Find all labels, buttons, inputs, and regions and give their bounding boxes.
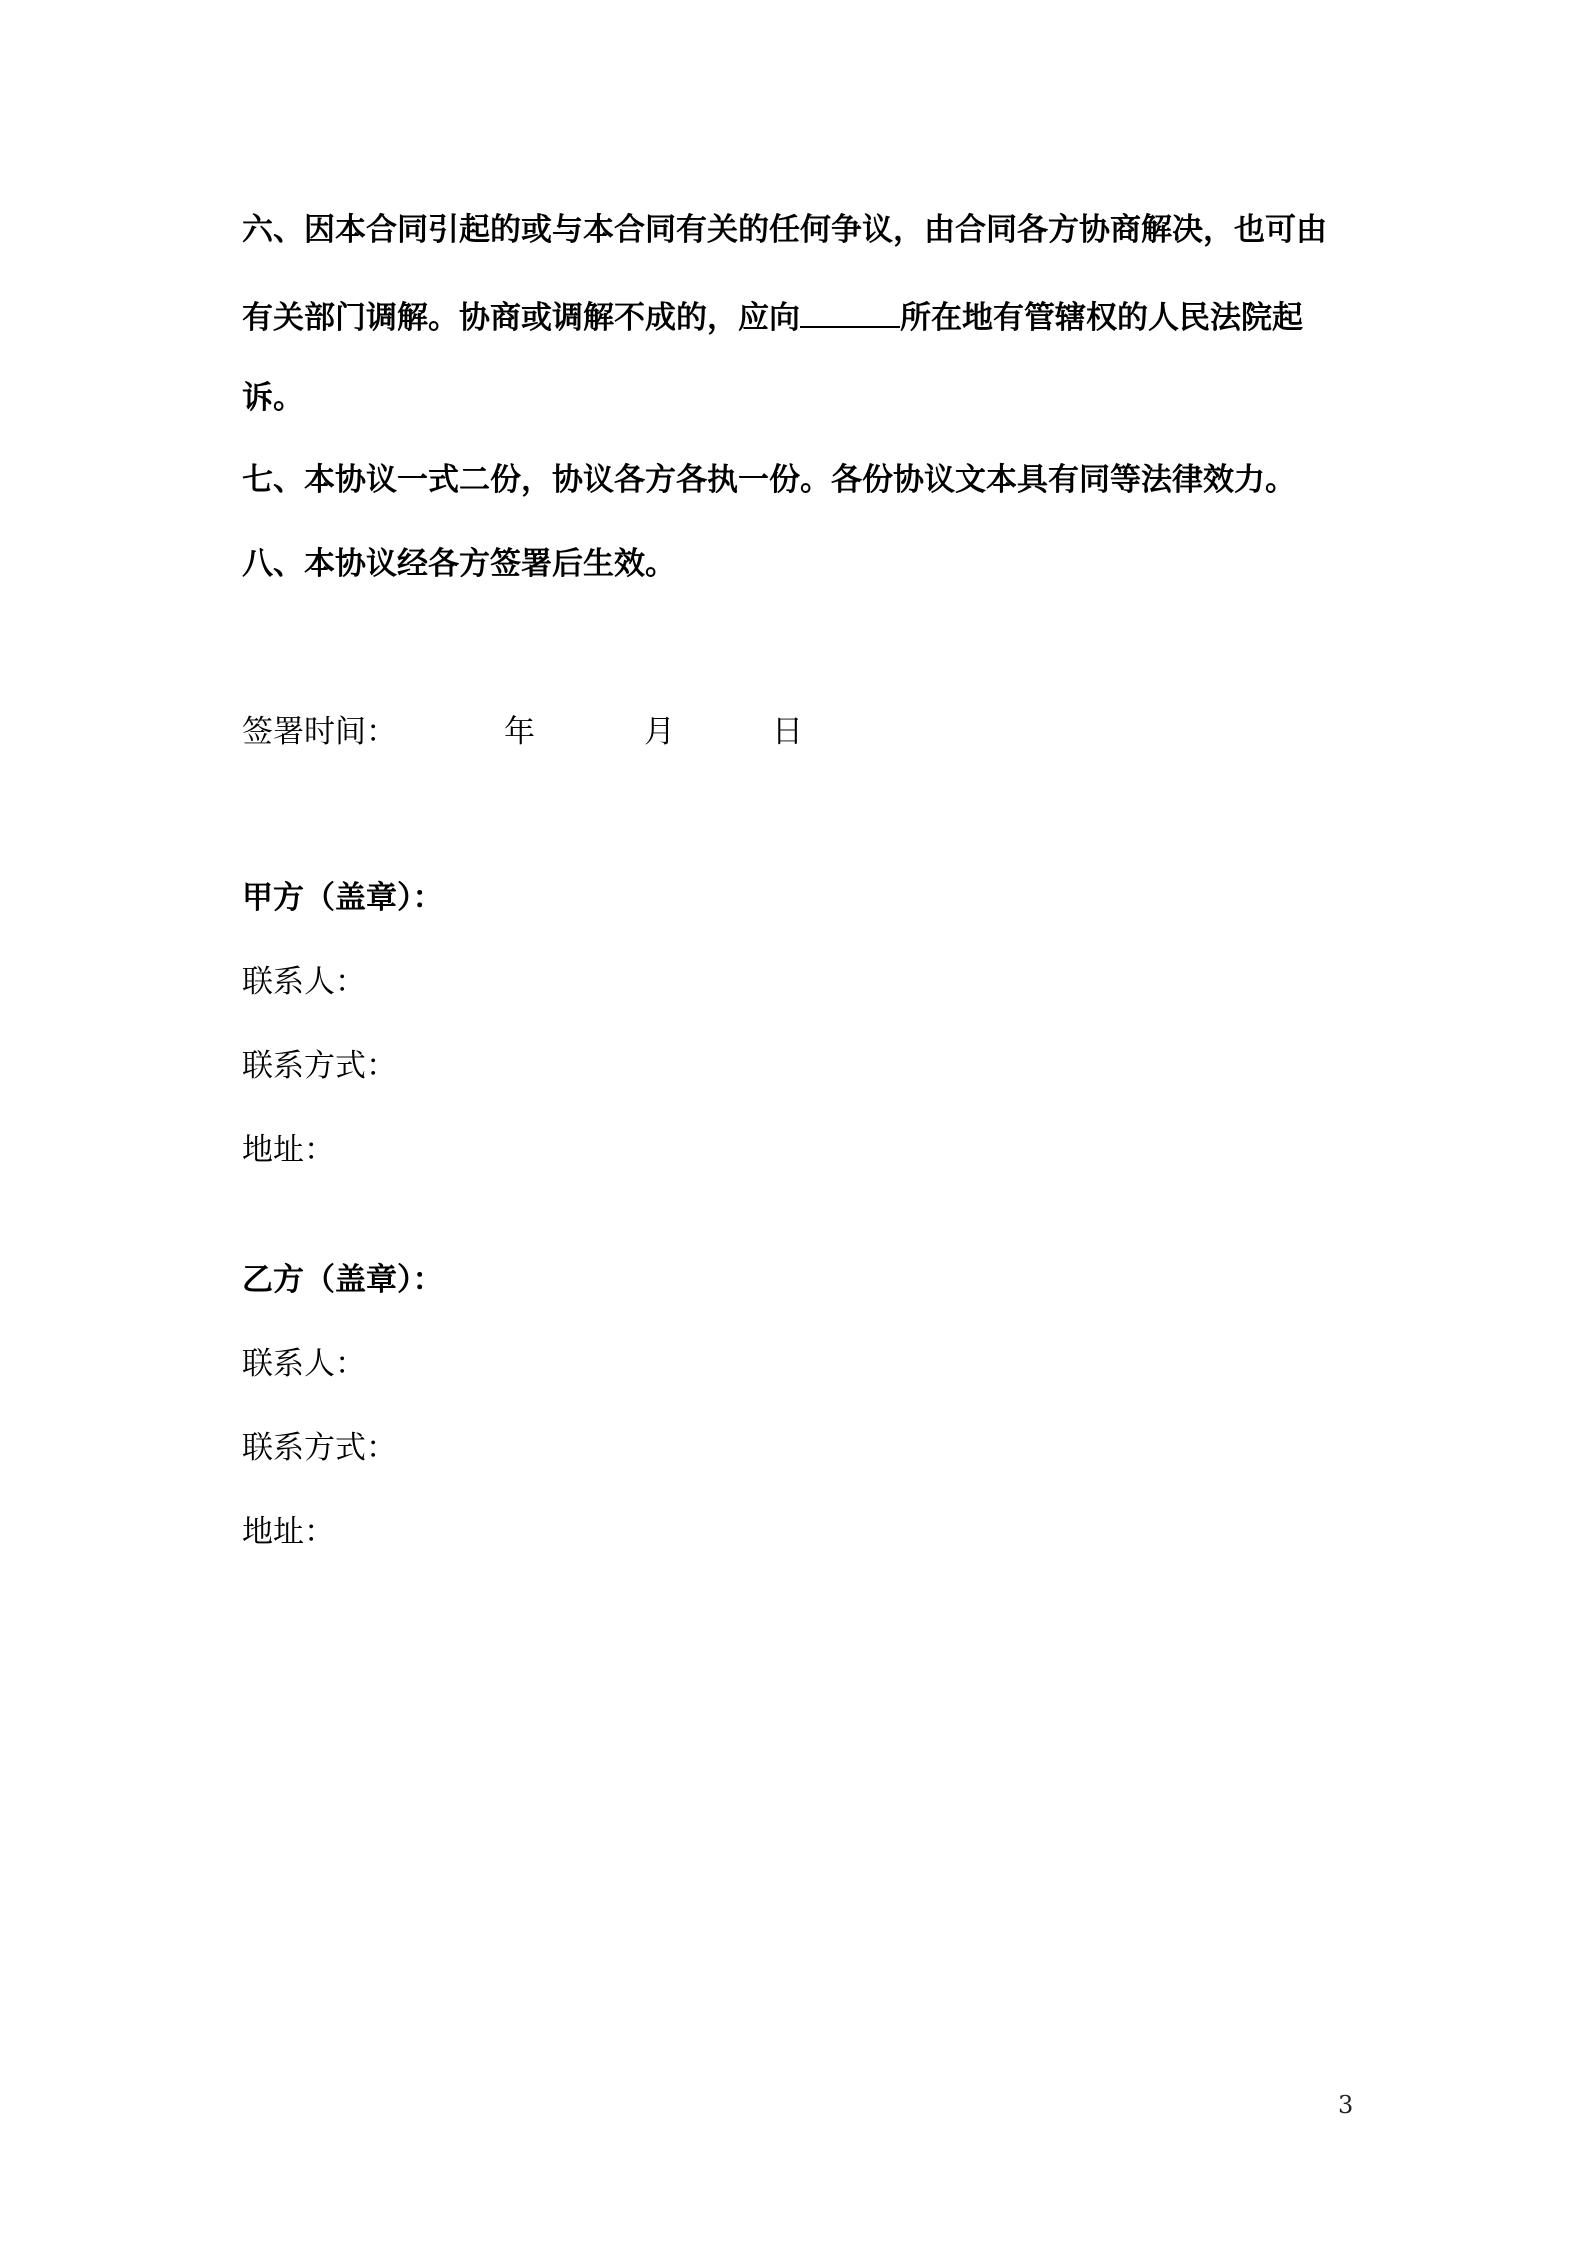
party-a-contact-person: 联系人： — [242, 964, 366, 1000]
party-b-contact-method: 联系方式： — [242, 1430, 397, 1466]
clause-eight: 八、本协议经各方签署后生效。 — [242, 546, 676, 582]
party-a-contact-method: 联系方式： — [242, 1048, 397, 1084]
party-b-address: 地址： — [242, 1514, 335, 1550]
page-number: 3 — [1338, 2091, 1354, 2119]
clause-six-line-1: 六、因本合同引起的或与本合同有关的任何争议，由合同各方协商解决，也可由 — [242, 212, 1327, 248]
clause-six-line-2-end: 所在地有管辖权的人民法院起 — [900, 300, 1303, 336]
clause-six-line-3: 诉。 — [242, 380, 304, 416]
clause-six-line-2 — [242, 296, 1303, 340]
signing-month-label: 月 — [644, 714, 675, 750]
clause-seven: 七、本协议一式二份，协议各方各执一份。各份协议文本具有同等法律效力。 — [242, 462, 1296, 498]
party-a-title: 甲方（盖章）： — [242, 880, 444, 916]
party-b-title: 乙方（盖章）： — [242, 1262, 444, 1298]
signing-time-label: 签署时间： — [242, 714, 397, 750]
signing-day-label: 日 — [772, 714, 803, 750]
clause-six-line-2-start: 有关部门调解。协商或调解不成的，应向 — [242, 300, 800, 336]
party-b-contact-person: 联系人： — [242, 1346, 366, 1382]
signing-year-label: 年 — [504, 714, 535, 750]
party-a-address: 地址： — [242, 1132, 335, 1168]
court-location-blank — [800, 296, 900, 328]
